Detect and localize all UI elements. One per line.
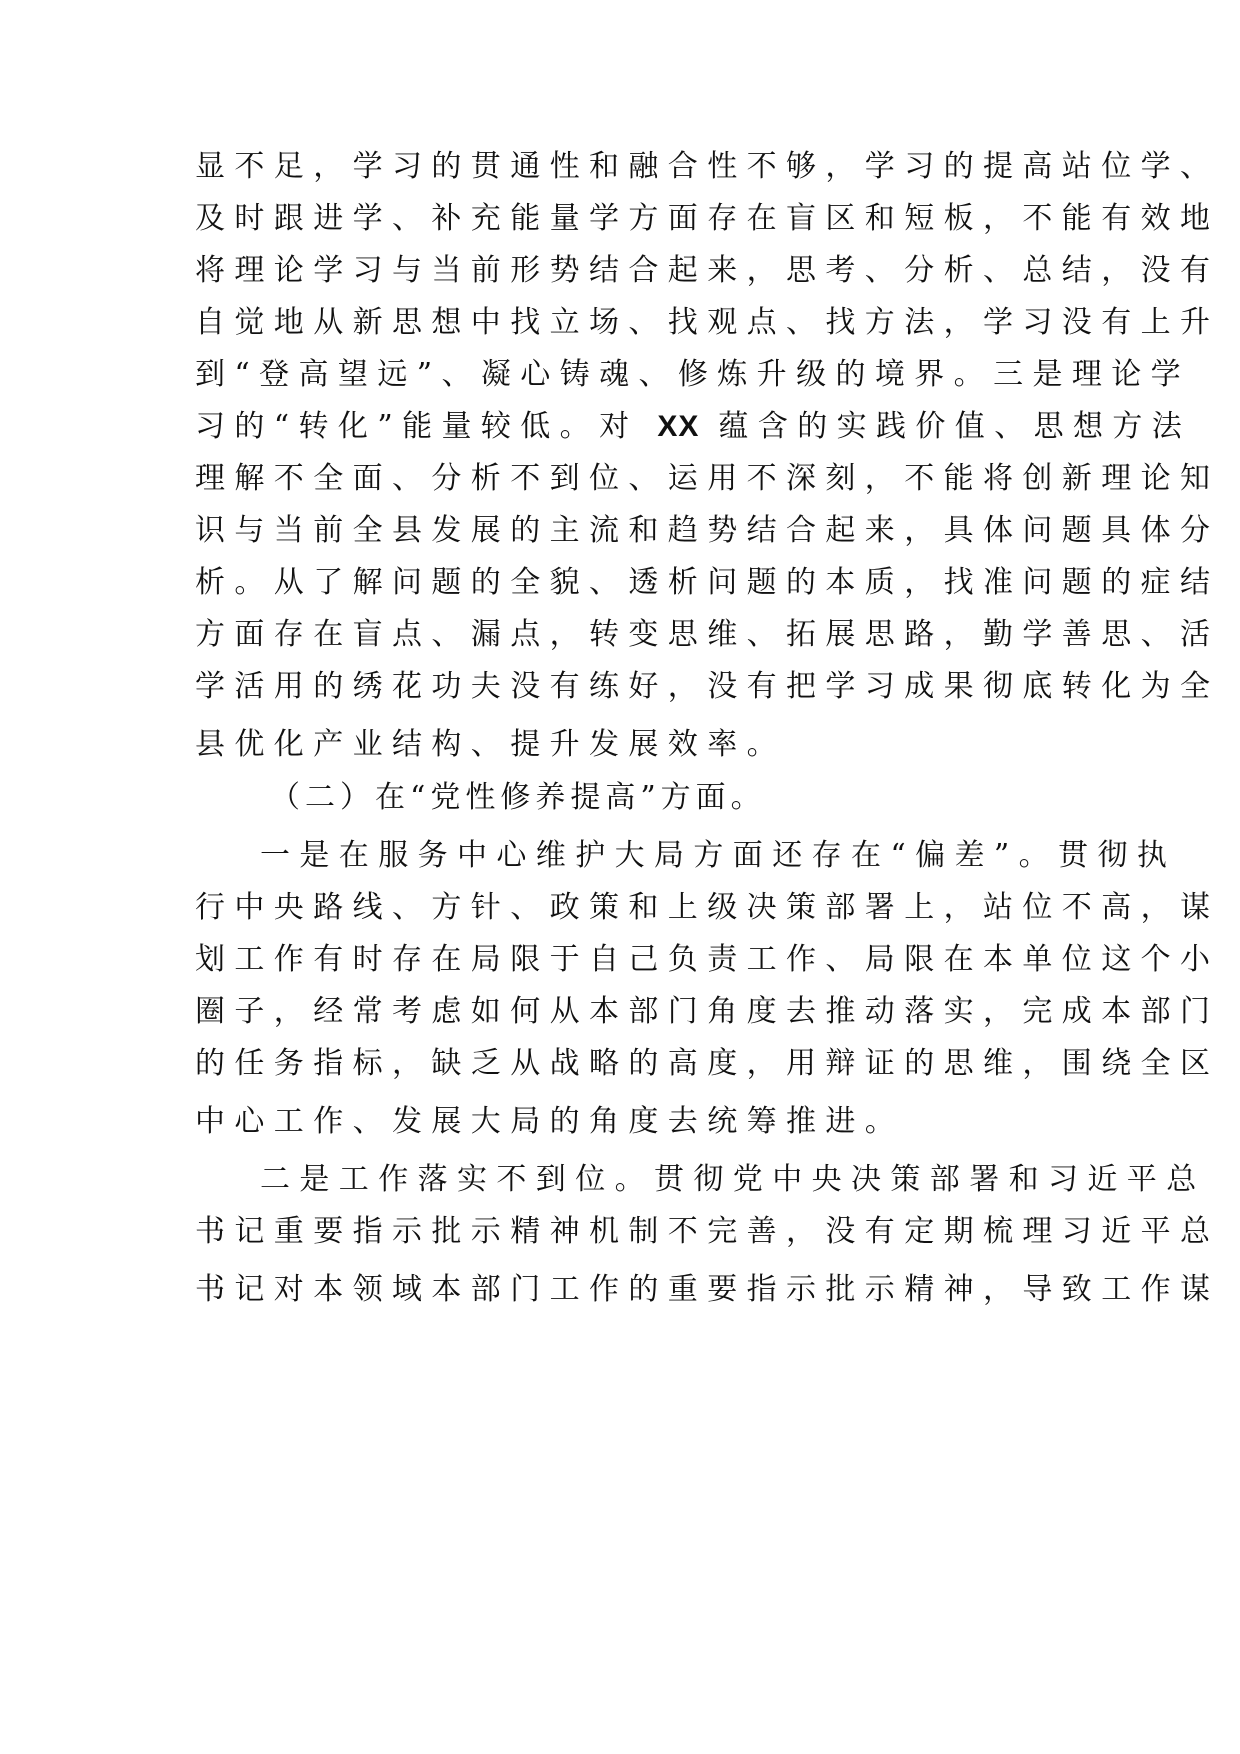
text-line: 理解不全面、分析不到位、运用不深刻，不能将创新理论知 bbox=[195, 461, 1220, 496]
text-line: 县优化产业结构、提升发展效率。 bbox=[195, 727, 786, 762]
text-line: 行中央路线、方针、政策和上级决策部署上，站位不高，谋 bbox=[195, 890, 1220, 925]
text-line: 一是在服务中心维护大局方面还存在“偏差”。贯彻执 bbox=[260, 838, 1177, 873]
placeholder-term: XX bbox=[657, 410, 700, 443]
text-line: 圈子，经常考虑如何从本部门角度去推动落实，完成本部门 bbox=[195, 994, 1220, 1029]
text-line: 划工作有时存在局限于自己负责工作、局限在本单位这个小 bbox=[195, 942, 1220, 977]
section-heading: （二）在“党性修养提高”方面。 bbox=[270, 780, 766, 815]
text-line: 自觉地从新思想中找立场、找观点、找方法，学习没有上升 bbox=[195, 305, 1220, 340]
text-line: 及时跟进学、补充能量学方面存在盲区和短板，不能有效地 bbox=[195, 201, 1220, 236]
text-line: 将理论学习与当前形势结合起来，思考、分析、总结，没有 bbox=[195, 253, 1220, 288]
text-line: 中心工作、发展大局的角度去统筹推进。 bbox=[195, 1104, 905, 1139]
text-line: 识与当前全县发展的主流和趋势结合起来，具体问题具体分 bbox=[195, 513, 1220, 548]
text-line: 书记重要指示批示精神机制不完善，没有定期梳理习近平总 bbox=[195, 1214, 1220, 1249]
text-line: 学活用的绣花功夫没有练好，没有把学习成果彻底转化为全 bbox=[195, 669, 1220, 704]
text-line: 显不足，学习的贯通性和融合性不够，学习的提高站位学、 bbox=[195, 149, 1220, 184]
text-line-with-placeholder bbox=[195, 407, 1192, 447]
text-line: 方面存在盲点、漏点，转变思维、拓展思路，勤学善思、活 bbox=[195, 617, 1220, 652]
text-segment: 习的“转化”能量较低。对 bbox=[195, 409, 639, 444]
text-line: 到“登高望远”、凝心铸魂、修炼升级的境界。三是理论学 bbox=[195, 357, 1191, 392]
text-line: 二是工作落实不到位。贯彻党中央决策部署和习近平总 bbox=[260, 1162, 1206, 1197]
text-segment: 蕴含的实践价值、思想方法 bbox=[718, 409, 1192, 444]
text-line: 析。从了解问题的全貌、透析问题的本质，找准问题的症结 bbox=[195, 565, 1220, 600]
text-line: 书记对本领域本部门工作的重要指示批示精神，导致工作谋 bbox=[195, 1272, 1220, 1307]
text-line: 的任务指标，缺乏从战略的高度，用辩证的思维，围绕全区 bbox=[195, 1046, 1220, 1081]
